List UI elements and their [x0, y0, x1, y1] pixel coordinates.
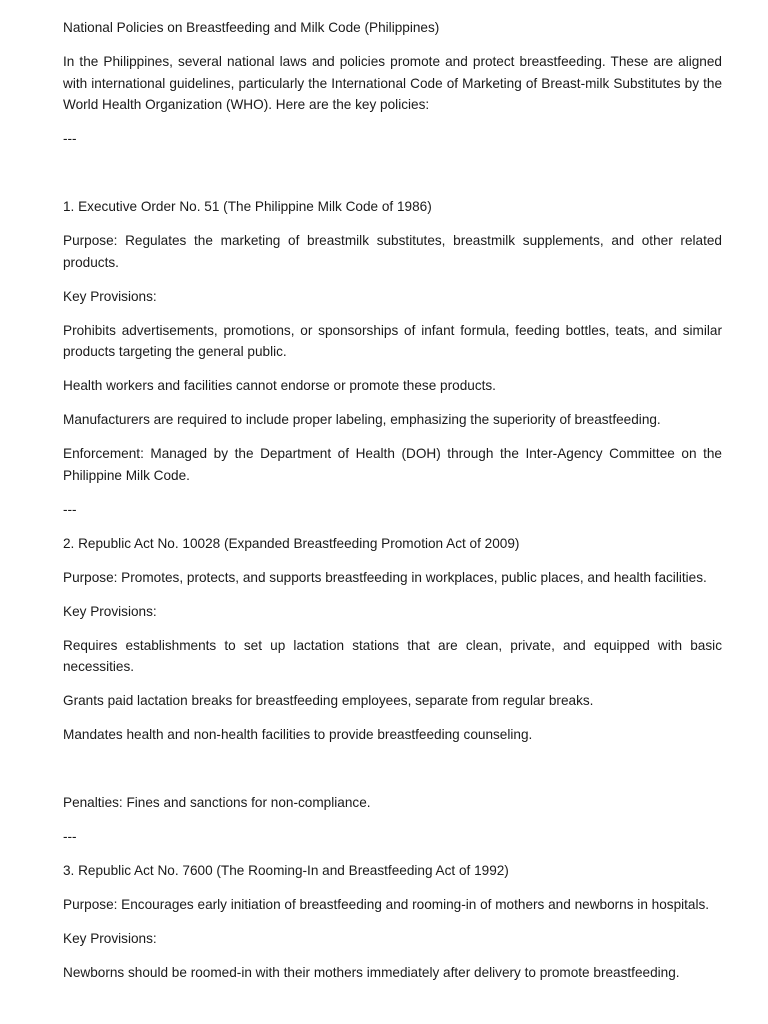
section-enforcement: Enforcement: Managed by the Department of Health (DOH) through the Inter-Agency Committee on the Philippine Milk Code.	[63, 446, 722, 483]
section-heading: 2. Republic Act No. 10028 (Expanded Breastfeeding Promotion Act of 2009)	[63, 535, 520, 551]
provision-item: Newborns should be roomed-in with their mothers immediately after delivery to promote breastfeeding.	[63, 965, 680, 980]
section-penalties: Penalties: Fines and sanctions for non-compliance.	[63, 795, 371, 810]
key-provisions-label: Key Provisions:	[63, 603, 157, 619]
section-purpose: Purpose: Regulates the marketing of breastmilk substitutes, breastmilk supplements, and other related products.	[63, 233, 722, 270]
section-purpose: Purpose: Promotes, protects, and supports breastfeeding in workplaces, public places, and health facilities.	[63, 569, 707, 585]
provision-item: Health workers and facilities cannot endorse or promote these products.	[63, 378, 496, 393]
provision-item: Requires establishments to set up lactation stations that are clean, private, and equipped with basic necessities.	[63, 637, 722, 674]
provision-item: Grants paid lactation breaks for breastfeeding employees, separate from regular breaks.	[63, 693, 594, 708]
document-page	[63, 17, 722, 996]
section-purpose: Purpose: Encourages early initiation of breastfeeding and rooming-in of mothers and newborns in hospitals.	[63, 897, 710, 912]
provision-item: Mandates health and non-health facilities to provide breastfeeding counseling.	[63, 727, 533, 742]
intro-paragraph: In the Philippines, several national laws and policies promote and protect breastfeeding. These are aligned with international guidelines, particularly the International Code of Marketing of Breast-milk Substitutes by the World Health Organization (WHO). Here are the key policies:	[63, 54, 722, 112]
blank-space	[63, 162, 722, 196]
section-heading: 3. Republic Act No. 7600 (The Rooming-In and Breastfeeding Act of 1992)	[63, 863, 509, 878]
blank-space	[63, 758, 722, 792]
provision-item: Prohibits advertisements, promotions, or sponsorships of infant formula, feeding bottles, teats, and similar products targeting the general public.	[63, 322, 722, 359]
key-provisions-label: Key Provisions:	[63, 931, 157, 946]
key-provisions-label: Key Provisions:	[63, 288, 157, 304]
separator: ---	[63, 829, 77, 844]
section-heading: 1. Executive Order No. 51 (The Philippine Milk Code of 1986)	[63, 199, 432, 214]
document-title: National Policies on Breastfeeding and Milk Code (Philippines)	[63, 20, 440, 35]
provision-item: Manufacturers are required to include proper labeling, emphasizing the superiority of breastfeeding.	[63, 412, 661, 427]
separator: ---	[63, 501, 77, 517]
separator: ---	[63, 131, 77, 146]
